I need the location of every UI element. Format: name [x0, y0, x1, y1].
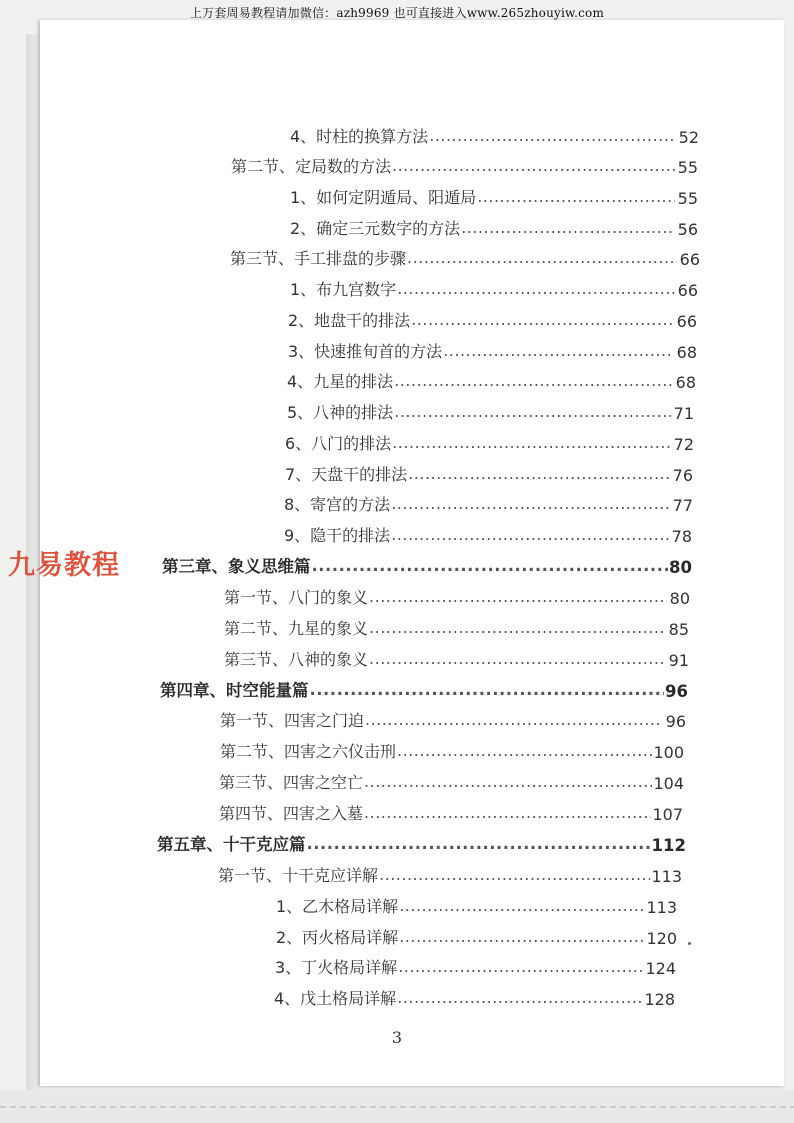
toc-entry-title: 5、八神的排法 [287, 403, 394, 422]
toc-dot-leader [429, 126, 676, 145]
toc-entry-title: 6、八门的排法 [285, 434, 392, 453]
toc-entry-title: 3、丁火格局详解 [275, 958, 398, 977]
toc-entry[interactable] [220, 736, 684, 762]
scan-speck [688, 942, 691, 945]
toc-entry-page: 77 [672, 496, 693, 515]
toc-entry[interactable] [287, 397, 694, 423]
toc-dot-leader [397, 741, 652, 760]
toc-entry-title: 第三章、象义思维篇 [162, 557, 311, 576]
toc-entry[interactable] [275, 952, 676, 978]
toc-entry-title: 第一节、八门的象义 [224, 588, 369, 607]
toc-entry-page: 76 [672, 466, 693, 485]
toc-entry-page: 91 [668, 651, 689, 670]
toc-entry-page: 96 [665, 712, 686, 731]
toc-entry[interactable] [276, 891, 677, 917]
toc-entry[interactable] [285, 459, 693, 485]
toc-dot-leader [398, 957, 644, 976]
page-number: 3 [391, 1028, 403, 1047]
toc-entry[interactable] [224, 613, 689, 639]
toc-entry-page: 66 [676, 312, 697, 331]
toc-entry-page: 120 [646, 929, 677, 948]
toc-entry-title: 第四章、时空能量篇 [160, 681, 309, 700]
toc-dot-leader [461, 218, 675, 237]
toc-entry-page: 124 [645, 959, 676, 978]
toc-entry-title: 1、乙木格局详解 [276, 897, 399, 916]
toc-entry-page: 112 [651, 836, 686, 855]
toc-entry[interactable] [220, 705, 686, 731]
toc-entry[interactable] [224, 582, 690, 608]
toc-entry-title: 9、隐干的排法 [284, 526, 391, 545]
toc-entry-title: 第二节、定局数的方法 [231, 157, 392, 176]
toc-entry-page: 56 [677, 220, 698, 239]
toc-entry-title: 第五章、十干克应篇 [157, 835, 306, 854]
toc-chapter-entry[interactable] [162, 551, 692, 577]
toc-entry[interactable] [284, 520, 692, 546]
toc-dot-leader [392, 156, 675, 175]
toc-dot-leader [391, 525, 669, 544]
toc-entry-title: 第四节、四害之入墓 [219, 804, 364, 823]
header-banner: 上万套周易教程请加微信：azh9969 也可直接进入www.265zhouyiw.com [189, 6, 605, 20]
toc-entry-page: 100 [653, 743, 684, 762]
toc-entry[interactable] [290, 182, 698, 208]
toc-entry[interactable] [290, 121, 699, 147]
toc-entry[interactable] [287, 366, 696, 392]
toc-dot-leader [369, 649, 666, 668]
toc-entry[interactable] [231, 151, 698, 177]
toc-dot-leader [391, 494, 670, 513]
toc-dot-leader [312, 556, 669, 575]
toc-chapter-entry[interactable] [157, 829, 686, 855]
toc-entry-title: 第一节、十干克应详解 [218, 866, 379, 885]
toc-entry[interactable] [290, 274, 698, 300]
toc-entry-title: 1、布九宫数字 [290, 280, 397, 299]
toc-entry-page: 68 [675, 373, 696, 392]
toc-dot-leader [443, 341, 674, 360]
toc-entry-title: 4、九星的排法 [287, 372, 394, 391]
toc-dot-leader [364, 803, 651, 822]
toc-entry[interactable] [218, 860, 682, 886]
toc-entry-title: 第三节、手工排盘的步骤 [230, 249, 407, 268]
toc-dot-leader [379, 865, 650, 884]
toc-chapter-entry[interactable] [160, 675, 688, 701]
toc-entry-page: 85 [668, 620, 689, 639]
toc-entry[interactable] [230, 243, 700, 269]
toc-dot-leader [399, 927, 645, 946]
toc-entry-page: 107 [652, 805, 683, 824]
toc-entry-title: 4、戊土格局详解 [274, 989, 397, 1008]
toc-entry-page: 66 [677, 281, 698, 300]
toc-entry[interactable] [285, 428, 694, 454]
toc-entry-page: 96 [665, 682, 688, 701]
toc-entry-page: 104 [653, 774, 684, 793]
toc-entry-title: 第二节、九星的象义 [224, 619, 369, 638]
toc-entry[interactable] [290, 213, 698, 239]
toc-entry-page: 78 [671, 527, 692, 546]
toc-entry[interactable] [274, 983, 675, 1009]
toc-entry-title: 2、确定三元数字的方法 [290, 219, 461, 238]
toc-entry-page: 72 [673, 435, 694, 454]
toc-dot-leader [399, 896, 645, 915]
toc-entry[interactable] [288, 305, 697, 331]
toc-entry-page: 52 [678, 128, 699, 147]
toc-entry-page: 128 [644, 990, 675, 1009]
toc-entry-title: 2、丙火格局详解 [276, 928, 399, 947]
toc-entry-title: 7、天盘干的排法 [285, 465, 408, 484]
toc-entry-page: 71 [673, 404, 694, 423]
toc-entry[interactable] [284, 489, 693, 515]
toc-dot-leader [407, 248, 677, 267]
toc-dot-leader [394, 371, 673, 390]
toc-entry[interactable] [288, 336, 697, 362]
toc-entry-title: 3、快速推旬首的方法 [288, 342, 443, 361]
toc-entry-page: 113 [651, 867, 682, 886]
toc-dot-leader [369, 587, 667, 606]
toc-dot-leader [394, 402, 671, 421]
toc-entry-page: 55 [677, 189, 698, 208]
toc-dot-leader [307, 834, 651, 853]
toc-dot-leader [365, 710, 663, 729]
toc-entry-page: 55 [677, 158, 698, 177]
toc-entry[interactable] [224, 644, 689, 670]
toc-entry-page: 68 [676, 343, 697, 362]
toc-dot-leader [477, 187, 675, 206]
toc-entry-title: 4、时柱的换算方法 [290, 127, 429, 146]
toc-entry[interactable] [219, 767, 684, 793]
toc-dot-leader [369, 618, 666, 637]
toc-dot-leader [397, 988, 643, 1007]
toc-entry-page: 80 [669, 558, 692, 577]
toc-entry-title: 第一节、四害之门迫 [220, 711, 365, 730]
toc-entry-page: 113 [646, 898, 677, 917]
toc-dot-leader [364, 772, 652, 791]
toc-entry-page: 66 [679, 250, 700, 269]
toc-dot-leader [392, 433, 671, 452]
watermark-logo: 九易教程 [8, 550, 120, 581]
toc-dot-leader [310, 680, 665, 699]
toc-entry-title: 8、寄宫的方法 [284, 495, 391, 514]
toc-entry-title: 1、如何定阴遁局、阳遁局 [290, 188, 477, 207]
toc-dot-leader [397, 279, 675, 298]
toc-dot-leader [408, 464, 670, 483]
toc-dot-leader [411, 310, 674, 329]
toc-entry-title: 2、地盘干的排法 [288, 311, 411, 330]
toc-entry[interactable] [276, 922, 677, 948]
toc-entry-page: 80 [669, 589, 690, 608]
toc-entry[interactable] [219, 798, 683, 824]
toc-entry-title: 第三节、八神的象义 [224, 650, 369, 669]
toc-entry-title: 第二节、四害之六仪击刑 [220, 742, 397, 761]
toc-entry-title: 第三节、四害之空亡 [219, 773, 364, 792]
